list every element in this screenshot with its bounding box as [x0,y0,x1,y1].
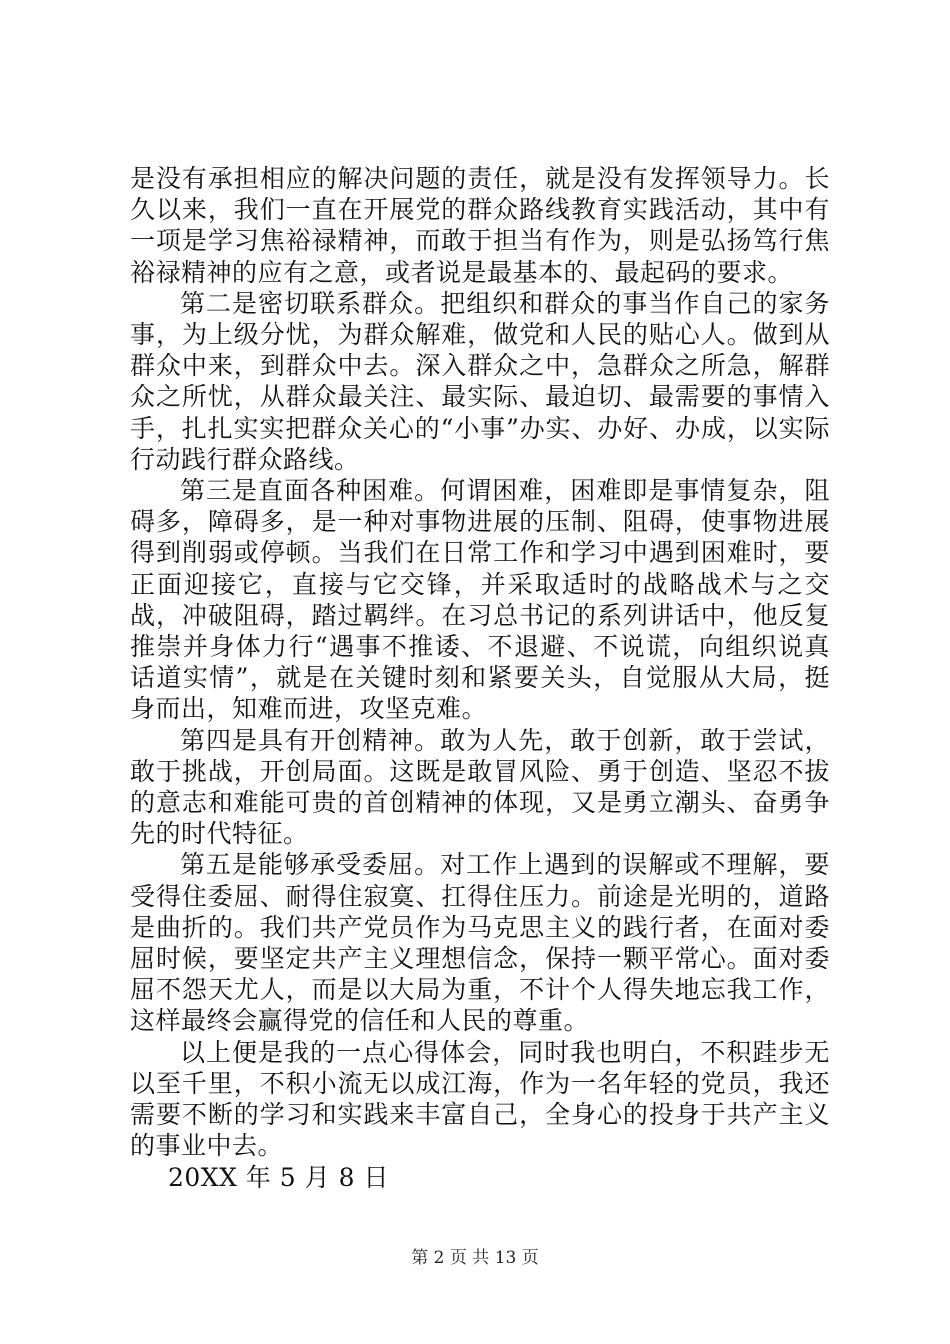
paragraph-pioneering-spirit: 第四是具有开创精神。敢为人先，敢于创新，敢于尝试，敢于挑战，开创局面。这既是敢冒风险、勇于创造、坚忍不拔的意志和难能可贵的首创精神的体现，又是勇立潮头、奋勇争先的时代特征。 [130,725,830,849]
paragraph-contact-masses: 第二是密切联系群众。把组织和群众的事当作自己的家务事，为上级分忧，为群众解难，做党和人民的贴心人。做到从群众中来，到群众中去。深入群众之中，急群众之所急，解群众之所忧，从群众最关注、最实际、最迫切、最需要的事情入手，扎扎实实把群众关心的“小事”办实、办好、办成，以实际行动践行群众路线。 [130,288,830,474]
page-footer: 第 2 页 共 13 页 [411,1248,539,1268]
paragraph-continuation: 是没有承担相应的解决问题的责任，就是没有发挥领导力。长久以来，我们一直在开展党的群众路线教育实践活动，其中有一项是学习焦裕禄精神，而敢于担当有作为，则是弘扬笃行焦裕禄精神的应有之意，或者说是最基本的、最起码的要求。 [130,164,830,287]
paragraph-endure-grievance: 第五是能够承受委屈。对工作上遇到的误解或不理解，要受得住委屈、耐得住寂寞、扛得住压力。前途是光明的，道路是曲折的。我们共产党员作为马克思主义的践行者，在面对委屈时候，要坚定共产主义理想信念，保持一颗平常心。面对委屈不怨天尤人，而是以大局为重，不计个人得失地忘我工作，这样最终会赢得党的信任和人民的尊重。 [130,850,830,1036]
document-date: 20XX 年 5 月 8 日 [168,1162,389,1192]
paragraph-face-difficulties: 第三是直面各种困难。何谓困难，困难即是事情复杂，阻碍多，障碍多，是一种对事物进展的压制、阻碍，使事物进展得到削弱或停顿。当我们在日常工作和学习中遇到困难时，要正面迎接它，直接与它交锋，并采取适时的战略战术与之交战，冲破阻碍，踏过羁绊。在习总书记的系列讲话中，他反复推崇并身体力行“遇事不推诿、不退避、不说谎，向组织说真话道实情”，就是在关键时刻和紧要关头，自觉服从大局，挺身而出，知难而进，攻坚克难。 [130,476,830,724]
paragraph-conclusion: 以上便是我的一点心得体会，同时我也明白，不积跬步无以至千里，不积小流无以成江海，作为一名年轻的党员，我还需要不断的学习和实践来丰富自己，全身心的投身于共产主义的事业中去。 [130,1037,830,1161]
document-body [130,163,830,1193]
